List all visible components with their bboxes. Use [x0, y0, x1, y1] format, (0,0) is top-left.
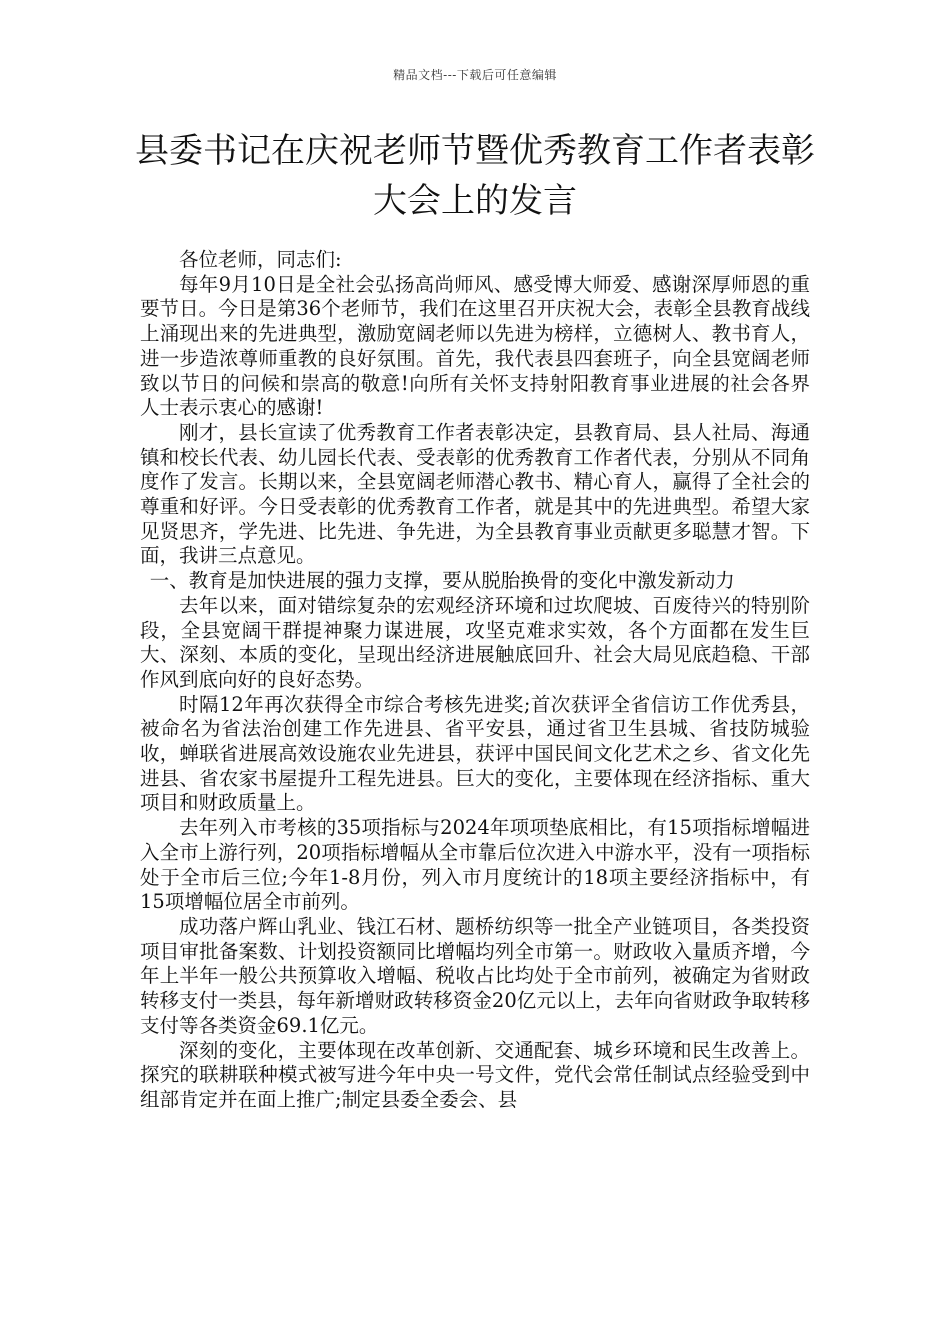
- body-paragraph: 时隔12年再次获得全市综合考核先进奖;首次获评全省信访工作优秀县，被命名为省法治创建工作先进县、省平安县，通过省卫生县城、省技防城验收，蝉联省进展高效设施农业先进县，获评中国民间文化艺术之乡、省文化先进县、省农家书屋提升工程先进县。巨大的变化，主要体现在经济指标、重大项目和财政质量上。: [140, 692, 810, 815]
- body-paragraph: 成功落户辉山乳业、钱江石材、题桥纺织等一批全产业链项目，各类投资项目审批备案数、计划投资额同比增幅均列全市第一。财政收入量质齐增，今年上半年一般公共预算收入增幅、税收占比均处于全市前列，被确定为省财政转移支付一类县，每年新增财政转移资金20亿元以上，去年向省财政争取转移支付等各类资金69.1亿元。: [140, 914, 810, 1037]
- salutation-paragraph: 各位老师，同志们:: [179, 248, 342, 271]
- body-paragraph: 深刻的变化，主要体现在改革创新、交通配套、城乡环境和民生改善上。探究的联耕联种模式被写进今年中央一号文件，党代会常任制试点经验受到中组部肯定并在面上推广;制定县委全委会、县: [140, 1038, 810, 1111]
- document-body: [140, 248, 810, 1113]
- body-paragraph: 去年列入市考核的35项指标与2024年项项垫底相比，有15项指标增幅进入全市上游行列，20项指标增幅从全市靠后位次进入中游水平，没有一项指标处于全市后三位;今年1-8月份，列入市月度统计的18项主要经济指标中，有15项增幅位居全市前列。: [140, 816, 810, 914]
- body-paragraph: 去年以来，面对错综复杂的宏观经济环境和过坎爬坡、百废待兴的特别阶段，全县宽阔干群提神聚力谋进展，攻坚克难求实效，各个方面都在发生巨大、深刻、本质的变化，呈现出经济进展触底回升、社会大局见底趋稳、干部作风到底向好的良好态势。: [140, 593, 810, 691]
- document-title: 县委书记在庆祝老师节暨优秀教育工作者表彰大会上的发言: [135, 131, 815, 221]
- body-paragraph: 刚才，县长宣读了优秀教育工作者表彰决定，县教育局、县人社局、海通镇和校长代表、幼儿园长代表、受表彰的优秀教育工作者代表，分别从不同角度作了发言。长期以来，全县宽阔老师潜心教书、精心育人，赢得了全社会的尊重和好评。今日受表彰的优秀教育工作者，就是其中的先进典型。希望大家见贤思齐，学先进、比先进、争先进，为全县教育事业贡献更多聪慧才智。下面，我讲三点意见。: [140, 420, 810, 568]
- section-heading: 一、教育是加快进展的强力支撑，要从脱胎换骨的变化中激发新动力: [149, 569, 735, 593]
- body-paragraph: 每年9月10日是全社会弘扬高尚师风、感受博大师爱、感谢深厚师恩的重要节日。今日是第36个老师节，我们在这里召开庆祝大会，表彰全县教育战线上涌现出来的先进典型，激励宽阔老师以先进为榜样，立德树人、教书育人，进一步造浓尊师重教的良好氛围。首先，我代表县四套班子，向全县宽阔老师致以节日的问候和崇高的敬意!向所有关怀支持射阳教育事业进展的社会各界人士表示衷心的感谢!: [140, 272, 810, 420]
- page-header: 精品文档---下载后可任意编辑: [393, 68, 557, 82]
